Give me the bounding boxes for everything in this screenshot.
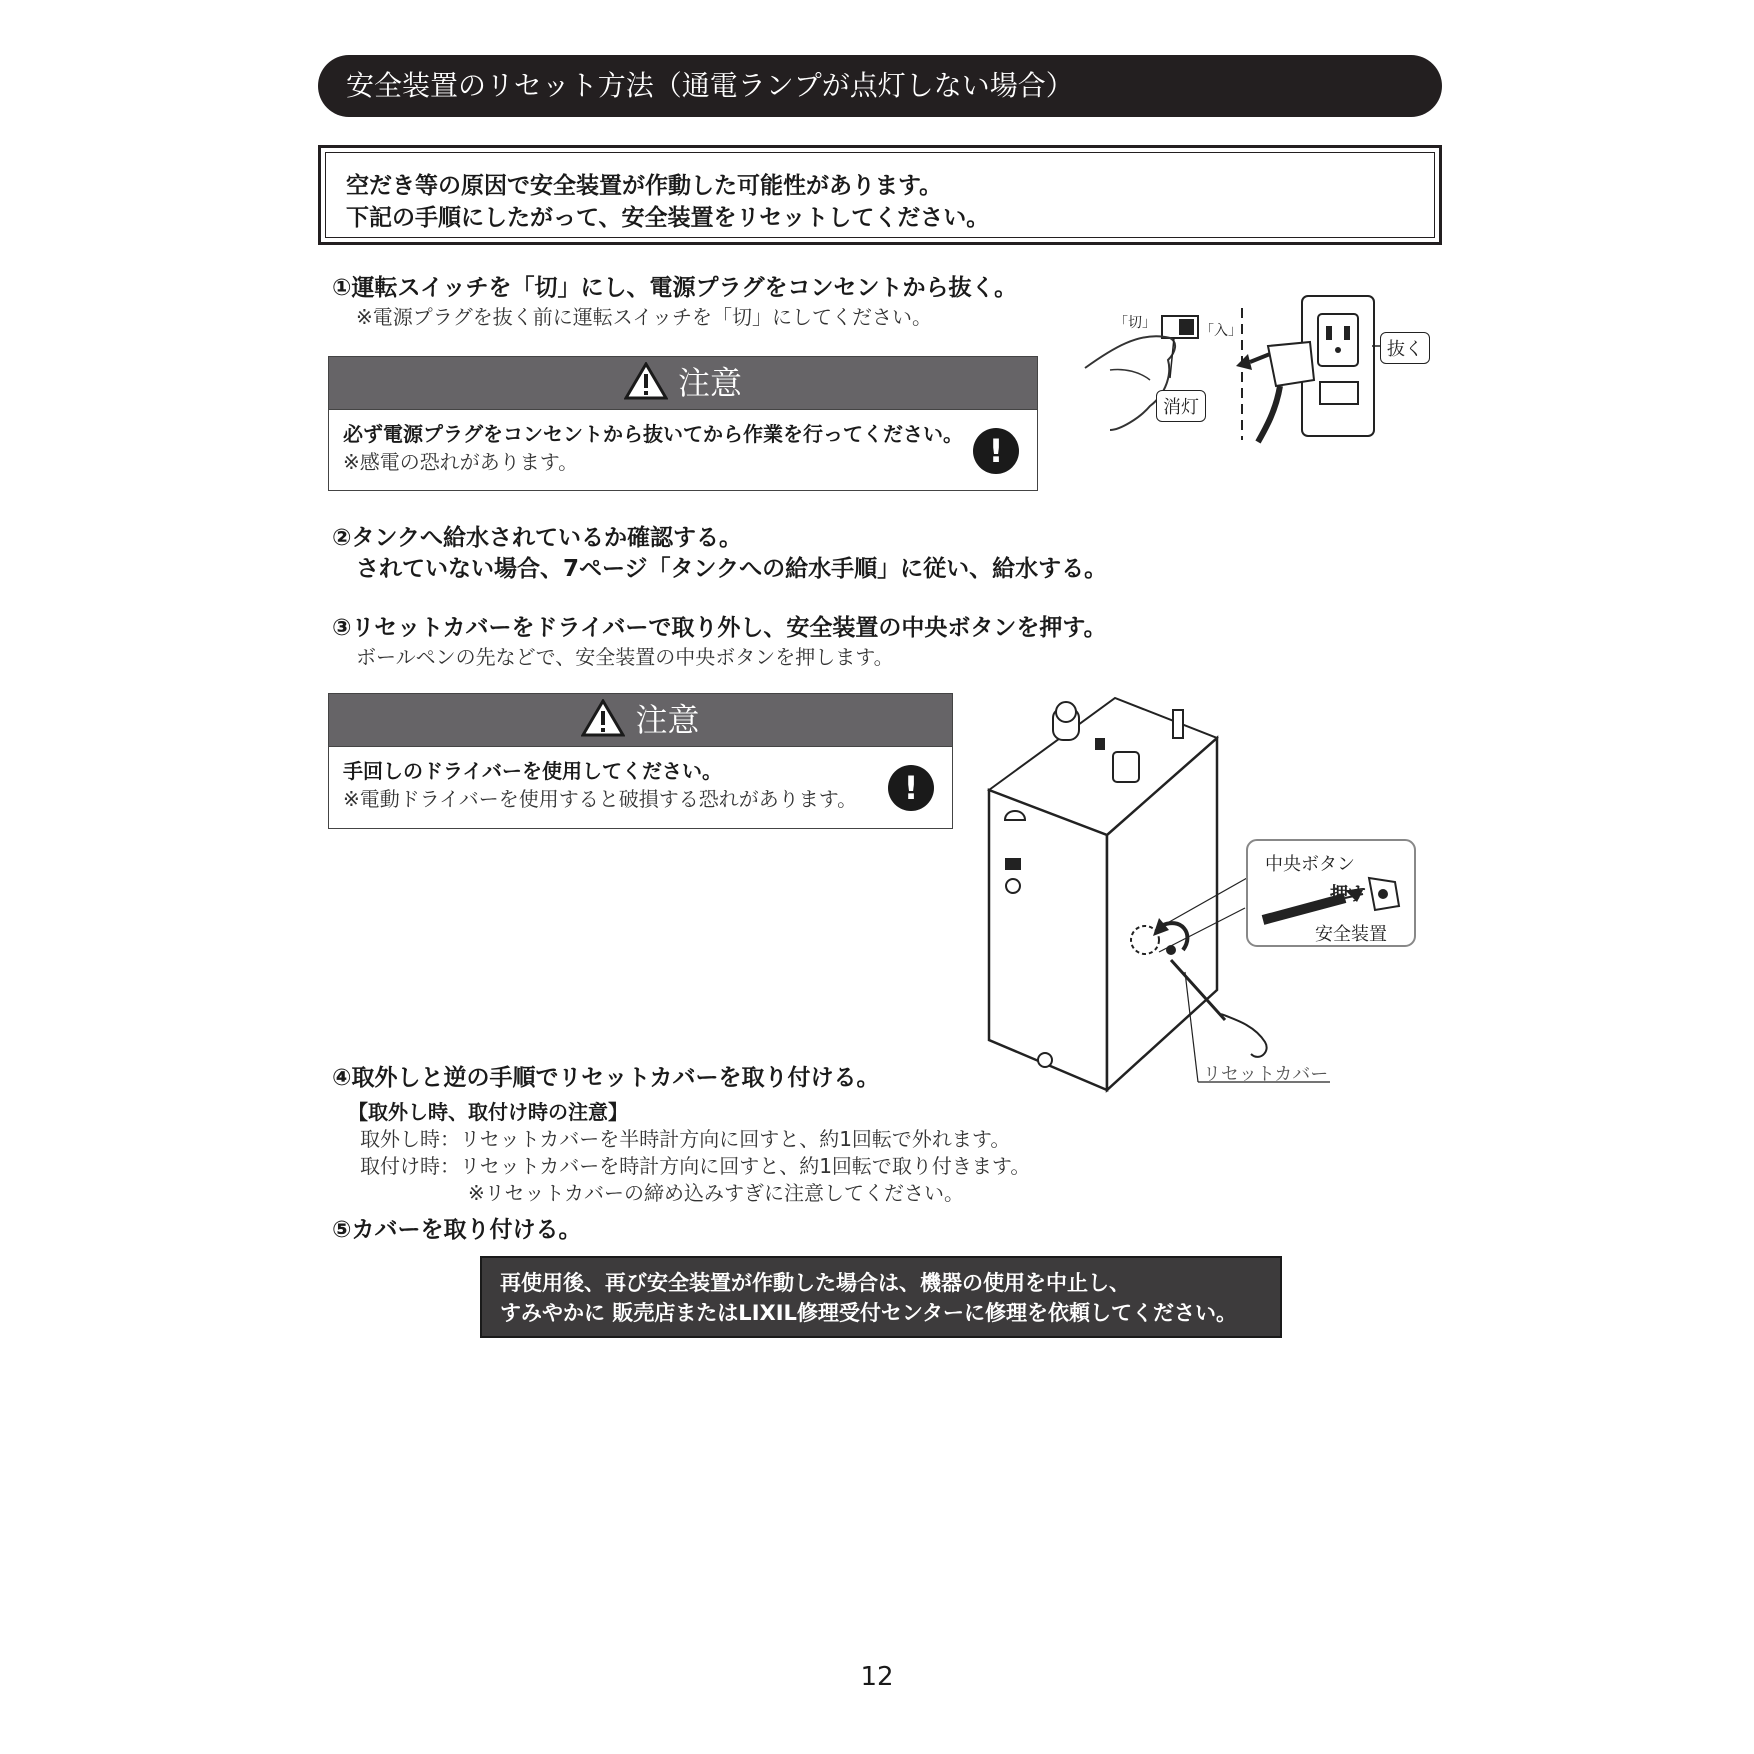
step-4-text: ④取外しと逆の手順でリセットカバーを取り付ける。: [332, 1065, 880, 1091]
caution-heading-1: 注意: [677, 364, 742, 402]
warning-line-1: 再使用後、再び安全装置が作動した場合は、機器の使用を中止し、: [500, 1271, 1130, 1295]
step-2-line-2: されていない場合、7ページ「タンクへの給水手順」に従い、給水する。: [356, 556, 1108, 582]
caution-box-1: [328, 356, 1038, 491]
warning-triangle-icon: [624, 362, 668, 400]
caution-header-1: [329, 357, 1037, 410]
step-4-note: ※リセットカバーの締め込みすぎに注意してください。: [468, 1181, 964, 1205]
unplug-illustration: [1080, 290, 1440, 450]
caution-header-2: [329, 694, 952, 747]
step-3-note: ボールペンの先などで、安全装置の中央ボタンを押します。: [356, 645, 894, 669]
page-title: 安全装置のリセット方法（通電ランプが点灯しない場合）: [318, 55, 1442, 117]
step-5-text: ⑤カバーを取り付ける。: [332, 1217, 582, 1243]
unplug-label: 抜く: [1380, 332, 1430, 364]
step-3-text: ③リセットカバーをドライバーで取り外し、安全装置の中央ボタンを押す。: [332, 615, 1107, 641]
step-1-text: ①運転スイッチを「切」にし、電源プラグをコンセントから抜く。: [332, 275, 1018, 301]
intro-box: [318, 145, 1442, 245]
caution-box-2: [328, 693, 953, 829]
intro-line-1: 空だき等の原因で安全装置が作動した可能性があります。: [346, 173, 943, 199]
caution-2-main: 手回しのドライバーを使用してください。: [343, 759, 722, 783]
exclamation-icon: !: [973, 428, 1019, 474]
caution-1-sub: ※感電の恐れがあります。: [343, 450, 579, 474]
step-2-line-1: ②タンクへ給水されているか確認する。: [332, 525, 743, 551]
lamp-off-label: 消灯: [1156, 390, 1206, 422]
caution-heading-2: 注意: [635, 701, 700, 739]
heater-unit-drawing: [985, 690, 1440, 1105]
step-1-note: ※電源プラグを抜く前に運転スイッチを「切」にしてください。: [356, 305, 932, 329]
safety-device-label: 安全装置: [1315, 924, 1387, 945]
on-label: 「入」: [1200, 323, 1242, 339]
page-number: 12: [860, 1662, 894, 1692]
caution-2-sub: ※電動ドライバーを使用すると破損する恐れがあります。: [343, 787, 858, 811]
center-button-label: 中央ボタン: [1265, 854, 1355, 875]
warning-triangle-icon: [581, 699, 625, 737]
warning-line-2: すみやかに 販売店またはLIXIL修理受付センターに修理を依頼してください。: [500, 1301, 1238, 1325]
step-4-subheading: 【取外し時、取付け時の注意】: [348, 1100, 628, 1124]
push-label: 押す: [1330, 884, 1366, 905]
step-4-remove: 取外し時：リセットカバーを半時計方向に回すと、約1回転で外れます。: [360, 1127, 1011, 1151]
water-heater-illustration: [985, 690, 1440, 1105]
repair-warning-box: [480, 1256, 1282, 1338]
off-label: 「切」: [1114, 315, 1156, 331]
reset-cover-label: リセットカバー: [1203, 1064, 1329, 1085]
intro-line-2: 下記の手順にしたがって、安全装置をリセットしてください。: [346, 205, 990, 231]
caution-1-main: 必ず電源プラグをコンセントから抜いてから作業を行ってください。: [343, 422, 963, 446]
step-4-attach: 取付け時：リセットカバーを時計方向に回すと、約1回転で取り付きます。: [360, 1154, 1031, 1178]
exclamation-icon: !: [888, 765, 934, 811]
